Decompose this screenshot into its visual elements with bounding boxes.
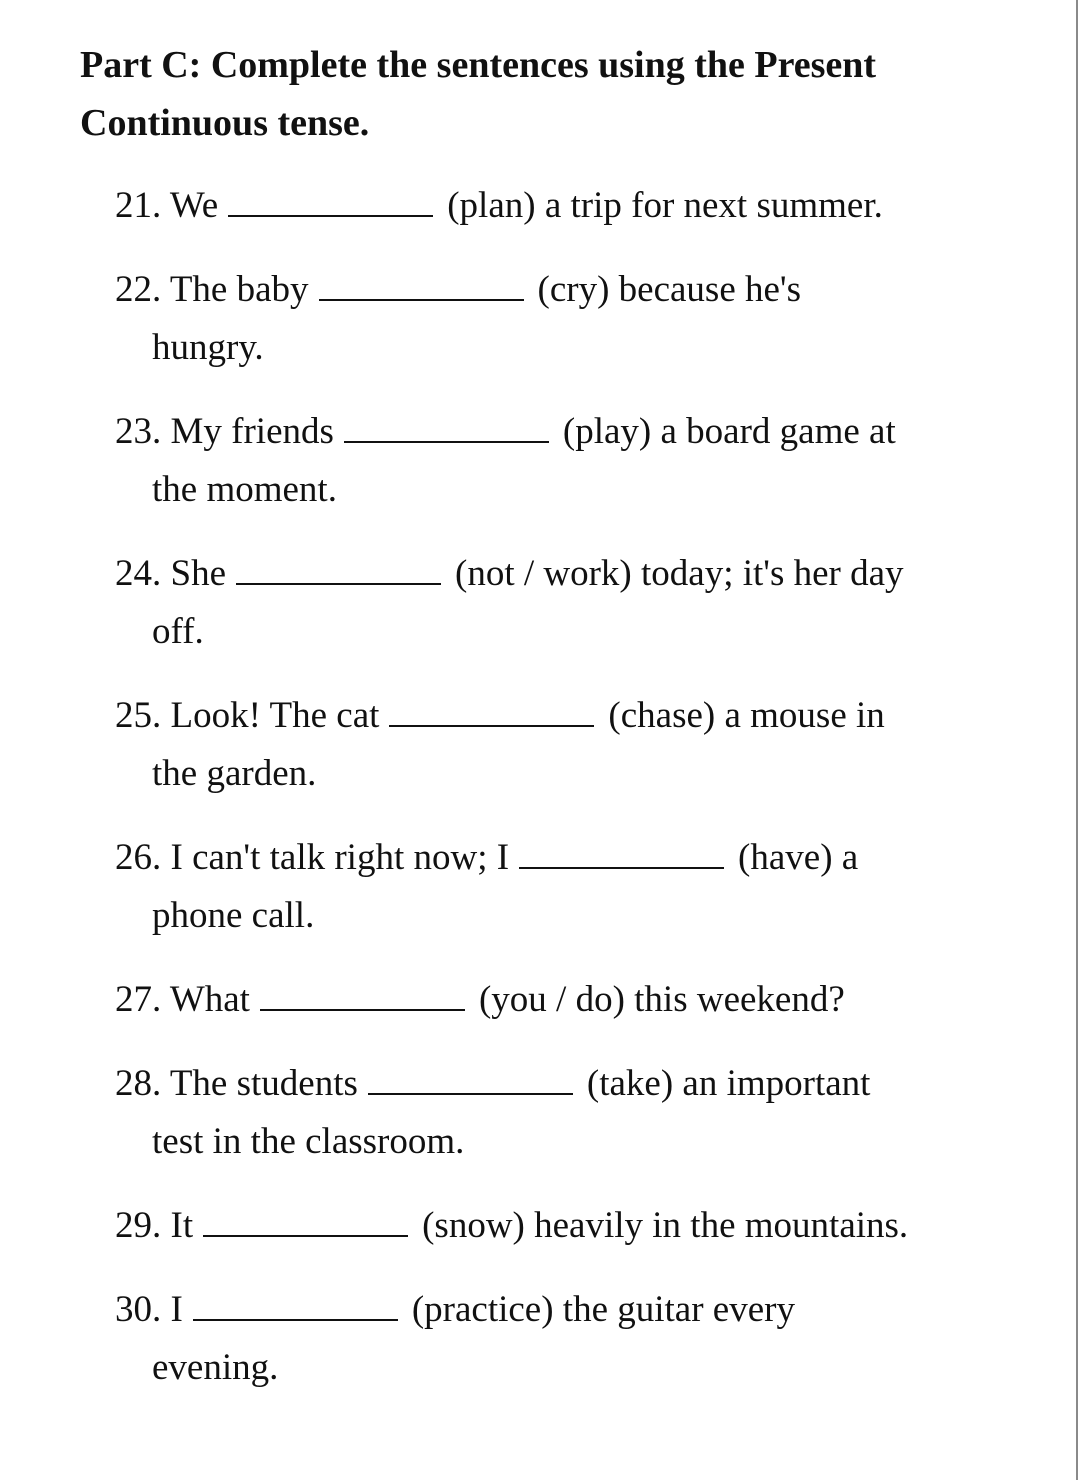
sentence-continuation: the moment.: [152, 469, 337, 510]
sentence-continuation: test in the classroom.: [152, 1121, 465, 1162]
exercise-item: [0, 1055, 1070, 1171]
exercise-line: [0, 1055, 1070, 1113]
verb-hint: (plan) a trip for next summer.: [447, 185, 883, 226]
sentence-start: 28. The students: [115, 1063, 358, 1104]
answer-blank[interactable]: [228, 185, 433, 217]
exercise-item: [0, 261, 1070, 377]
exercise-line: [0, 829, 1070, 887]
answer-blank[interactable]: [193, 1289, 398, 1321]
exercise-line: [0, 971, 1070, 1029]
exercise-item: [0, 971, 1070, 1029]
verb-hint: (have) a: [738, 837, 859, 878]
sentence-continuation: off.: [152, 611, 204, 652]
sentence-continuation: evening.: [152, 1347, 279, 1388]
answer-blank[interactable]: [236, 553, 441, 585]
sentence-continuation: phone call.: [152, 895, 315, 936]
exercise-line: [0, 1281, 1070, 1339]
answer-blank[interactable]: [319, 269, 524, 301]
sentence-start: 22. The baby: [115, 269, 309, 310]
exercise-item: [0, 687, 1070, 803]
exercise-item: [0, 545, 1070, 661]
sentence-start: 27. What: [115, 979, 250, 1020]
verb-hint: (you / do) this weekend?: [478, 979, 845, 1020]
exercise-item: [0, 177, 1070, 235]
sentence-start: 26. I can't talk right now; I: [115, 837, 510, 878]
sentence-start: 30. I: [115, 1289, 183, 1330]
exercise-line: [0, 403, 1070, 461]
section-title: Part C: Complete the sentences using the Present Continuous tense.: [80, 44, 877, 144]
sentence-continuation: hungry.: [152, 327, 264, 368]
exercise-line: [0, 687, 1070, 745]
sentence-start: 21. We: [115, 185, 219, 226]
answer-blank[interactable]: [389, 695, 594, 727]
sentence-start: 25. Look! The cat: [115, 695, 380, 736]
answer-blank[interactable]: [519, 837, 724, 869]
verb-hint: (snow) heavily in the mountains.: [422, 1205, 909, 1246]
exercise-item: [0, 1281, 1070, 1397]
verb-hint: (not / work) today; it's her day: [455, 553, 904, 594]
sentence-start: 29. It: [115, 1205, 194, 1246]
verb-hint: (play) a board game at: [562, 411, 896, 452]
exercise-line: [0, 177, 1070, 235]
verb-hint: (cry) because he's: [537, 269, 801, 310]
sentence-continuation: the garden.: [152, 753, 317, 794]
answer-blank[interactable]: [203, 1205, 408, 1237]
verb-hint: (chase) a mouse in: [608, 695, 885, 736]
exercise-item: [0, 829, 1070, 945]
sentence-start: 24. She: [115, 553, 226, 594]
answer-blank[interactable]: [260, 979, 465, 1011]
exercise-list: [0, 177, 1070, 1397]
exercise-item: [0, 1197, 1070, 1255]
answer-blank[interactable]: [344, 411, 549, 443]
exercise-item: [0, 403, 1070, 519]
exercise-line: [0, 1197, 1070, 1255]
exercise-line: [0, 261, 1070, 319]
verb-hint: (practice) the guitar every: [411, 1289, 795, 1330]
page-edge-divider: [1076, 0, 1078, 1480]
sentence-start: 23. My friends: [115, 411, 334, 452]
exercise-line: [0, 545, 1070, 603]
verb-hint: (take) an important: [586, 1063, 871, 1104]
answer-blank[interactable]: [368, 1063, 573, 1095]
worksheet: [0, 36, 1070, 1423]
